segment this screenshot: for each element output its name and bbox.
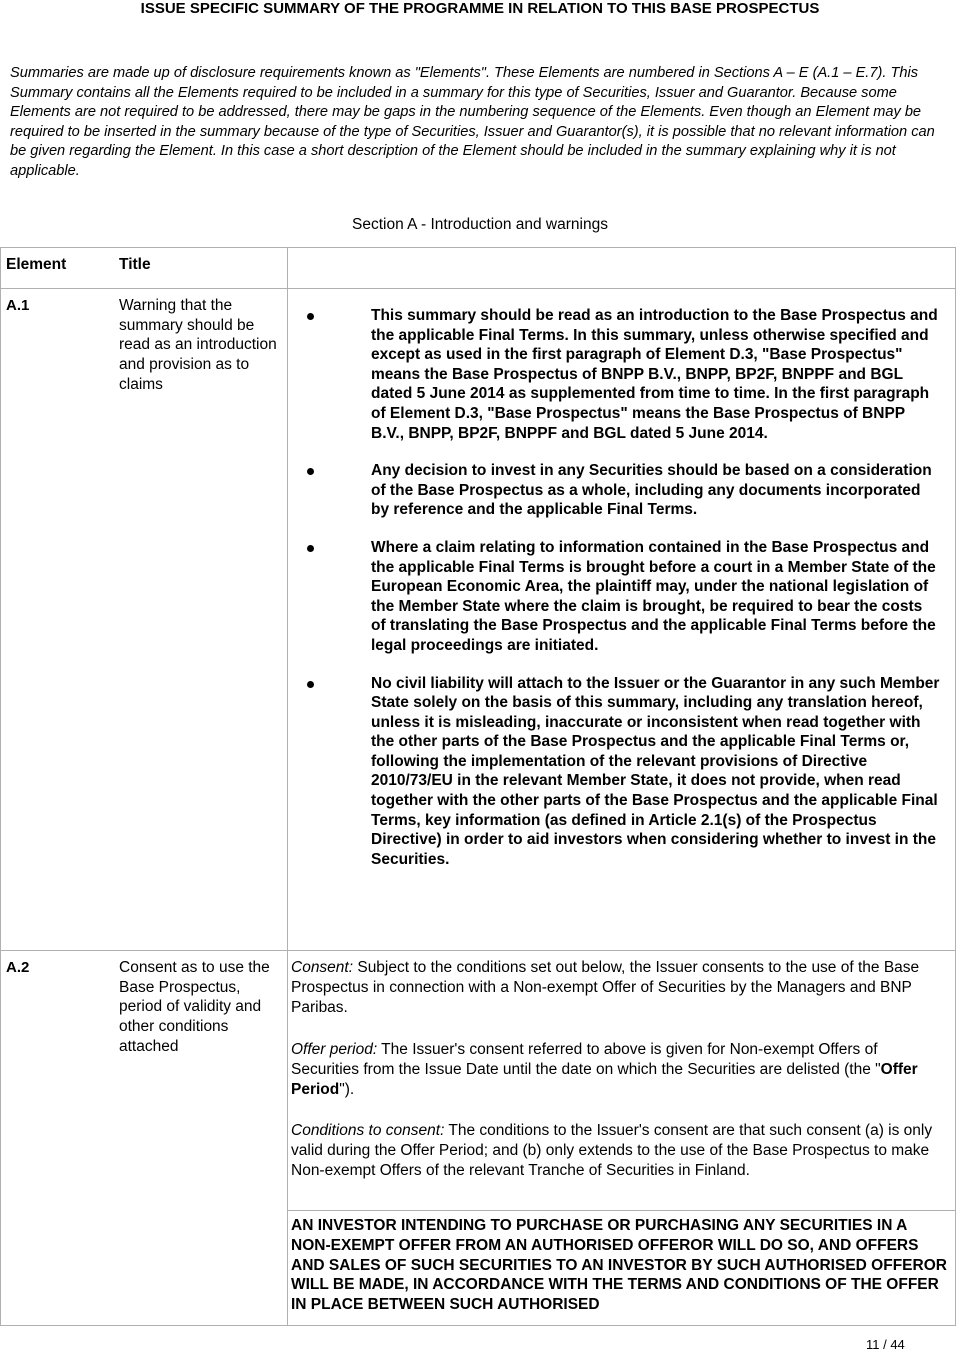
bullet-dot-icon [307,545,314,552]
table-rule [0,247,1,1326]
table-rule [0,1325,955,1326]
element-title-a1: Warning that the summary should be read as an introduction and provision as to claims [119,297,277,393]
warning-bullet [291,674,941,870]
table-rule [287,247,288,1326]
page-number: 11 / 44 [866,1337,905,1352]
bullet-text: This summary should be read as an introduction to the Base Prospectus and the applicable Final Terms. In this summary, unless otherwise specified and except as used in the first paragraph of Element D.3, "Base Prospectus" means the Base Prospectus of BNPP B.V., BNPP, BP2F, BNPPF and BGL dated 5 June 2014 as supplemented from time to time. In the first paragraph of Element D.3, "Base Prospectus" means the Base Prospectus of BNPP B.V., BNPP, BP2F, BNPPF and BGL dated 5 June 2014. [371,307,938,442]
bullet-text: Any decision to invest in any Securities should be based on a consideration of the Base Prospectus as a whole, including any documents incorporated by reference and the applicable Final Terms. [371,462,932,519]
intro-paragraph: Summaries are made up of disclosure requirements known as "Elements". These Elements are numbered in Sections A – E (A.1 – E.7). This Summary contains all the Elements required to be included in a summary for this type of Securities, Issuer and Guarantor. Because some Elements are not required to be addressed, there may be gaps in the numbering sequence of the Elements. Even though an Element may be required to be inserted in the summary because of the type of Securities, Issuer and Guarantor(s), it is possible that no relevant information can be given regarding the Element. In this case a short description of the Element should be included in the summary explaining why it is not applicable. [10,65,935,179]
section-title: Section A - Introduction and warnings [352,216,608,233]
warning-bullet-list [291,306,941,887]
offer-period-label: Offer period: [291,1041,378,1058]
bullet-dot-icon [307,681,314,688]
consent-paragraph [291,958,947,1017]
offer-period-paragraph [291,1040,947,1099]
bullet-dot-icon [307,468,314,475]
table-rule [0,950,955,951]
warning-bullet [291,538,941,656]
column-header-element: Element [6,256,67,273]
column-header-title: Title [119,256,151,273]
offer-period-text: The Issuer's consent referred to above is given for Non-exempt Offers of Securities from the Issue Date until the date on which the Securities are delisted (the " [291,1041,881,1078]
conditions-paragraph [291,1121,947,1180]
page-header: ISSUE SPECIFIC SUMMARY OF THE PROGRAMME IN RELATION TO THIS BASE PROSPECTUS [140,0,820,17]
offer-period-text-end: "). [339,1080,355,1098]
table-rule [287,1210,955,1211]
consent-text: Subject to the conditions set out below, the Issuer consents to the use of the Base Prospectus in connection with a Non-exempt Offer of Securities by the Managers and BNP Paribas. [291,959,920,1016]
investor-notice: AN INVESTOR INTENDING TO PURCHASE OR PURCHASING ANY SECURITIES IN A NON-EXEMPT OFFER FROM AN AUTHORISED OFFEROR WILL DO SO, AND OFFERS AND SALES OF SUCH SECURITIES TO AN INVESTOR BY SUCH AUTHORISED OFFEROR WILL BE MADE, IN ACCORDANCE WITH THE TERMS AND CONDITIONS OF THE OFFER IN PLACE BETWEEN SUCH AUTHORISED [291,1217,947,1314]
offer-period-term: Offer Period [291,1060,918,1098]
table-rule [0,288,955,289]
element-title-a2: Consent as to use the Base Prospectus, period of validity and other conditions attached [119,959,270,1055]
table-rule [955,247,956,1326]
bullet-dot-icon [307,313,314,320]
conditions-text: The conditions to the Issuer's consent are that such consent (a) is only valid during the Offer Period; and (b) only extends to the use of the Base Prospectus to make Non-exempt Offers of the relevant Tranche of Securities in Finland. [291,1122,933,1179]
element-code-a1: A.1 [6,297,30,314]
conditions-label: Conditions to consent: [291,1122,445,1139]
warning-bullet [291,306,941,443]
consent-label: Consent: [291,959,354,976]
warning-bullet [291,461,941,520]
table-rule [0,247,955,248]
element-code-a2: A.2 [6,959,30,976]
bullet-text: No civil liability will attach to the Issuer or the Guarantor in any such Member State solely on the basis of this summary, including any translation hereof, unless it is misleading, inaccurate or inconsistent when read together with the other parts of the Base Prospectus and the applicable Final Terms or, following the implementation of the relevant provisions of Directive 2010/73/EU in the relevant Member State, it does not provide, when read together with the other parts of the Base Prospectus and the applicable Final Terms, key information (as defined in Article 2.1(s) of the Prospectus Directive) in order to aid investors when considering whether to invest in the Securities. [371,674,940,868]
bullet-text: Where a claim relating to information contained in the Base Prospectus and the applicable Final Terms is brought before a court in a Member State of the European Economic Area, the plaintiff may, under the national legislation of the Member State where the claim is brought, be required to bear the costs of translating the Base Prospectus and the applicable Final Terms before the legal proceedings are initiated. [371,538,936,654]
